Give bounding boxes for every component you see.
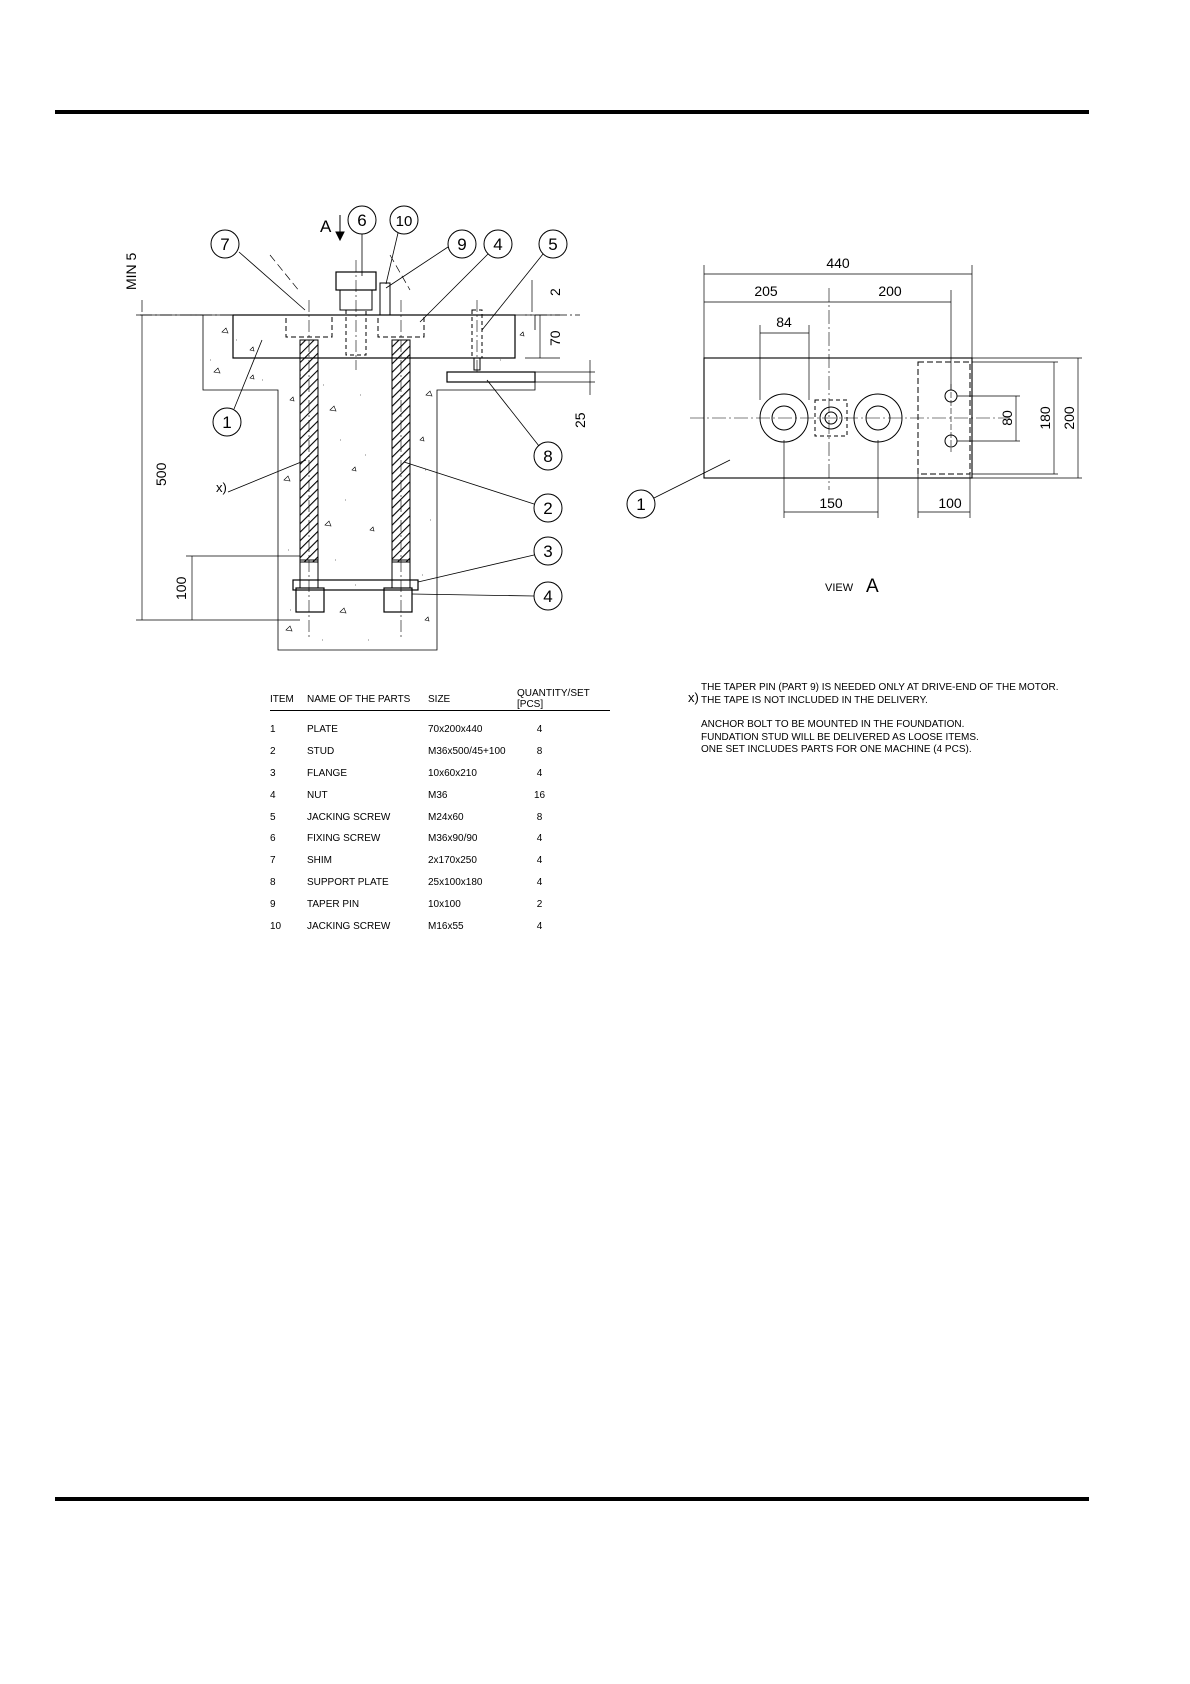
row-name: SUPPORT PLATE — [307, 876, 389, 888]
dim-180: 180 — [1037, 406, 1053, 430]
row-size: M36x90/90 — [428, 833, 478, 845]
section-dimensions — [136, 280, 595, 620]
view-a-dimensions — [704, 265, 1082, 518]
row-size: 10x100 — [428, 898, 461, 910]
svg-text:6: 6 — [357, 211, 367, 230]
svg-text:7: 7 — [220, 235, 230, 254]
row-qty: 4 — [536, 833, 543, 845]
balloons — [211, 206, 567, 610]
svg-text:5: 5 — [548, 235, 558, 254]
row-name: FLANGE — [307, 767, 348, 779]
row-item: 7 — [270, 855, 276, 867]
row-item: 5 — [270, 811, 276, 823]
row-item: 1 — [270, 724, 276, 736]
row-item: 2 — [270, 746, 276, 758]
row-item: 9 — [270, 898, 276, 910]
parts-table — [270, 688, 610, 937]
view-a-dim-labels — [754, 255, 1077, 511]
dim-84: 84 — [776, 314, 792, 330]
balloon-6 — [348, 206, 376, 234]
row-qty: 4 — [536, 876, 543, 888]
row-name: STUD — [307, 746, 335, 758]
view-a — [690, 288, 1010, 490]
parts-table-header — [270, 688, 610, 711]
row-name: SHIM — [307, 855, 332, 867]
section-view — [140, 215, 580, 650]
dim-80: 80 — [999, 410, 1015, 426]
balloon-3 — [534, 537, 562, 565]
dim-200-top: 200 — [878, 283, 902, 299]
tape-marker: x) — [216, 480, 227, 495]
svg-text:9: 9 — [457, 235, 467, 254]
row-size: M36x500/45+100 — [428, 746, 506, 758]
note-line: ANCHOR BOLT TO BE MOUNTED IN THE FOUNDATION. — [701, 719, 965, 730]
header-qty: QUANTITY/SET [PCS] — [517, 688, 590, 710]
dim-205: 205 — [754, 283, 778, 299]
dim-min-5: MIN 5 — [123, 252, 139, 290]
row-qty: 8 — [536, 746, 543, 758]
svg-text:8: 8 — [543, 447, 553, 466]
table-row — [270, 719, 610, 741]
note-line: THE TAPER PIN (PART 9) IS NEEDED ONLY AT DRIVE-END OF THE MOTOR. — [701, 682, 1059, 693]
table-row — [270, 828, 610, 850]
view-a-caption — [825, 576, 879, 597]
bottom-nut-left — [296, 588, 324, 612]
row-item: 3 — [270, 767, 276, 779]
view-a-balloon — [627, 460, 730, 518]
dim-200-right: 200 — [1061, 406, 1077, 430]
row-item: 4 — [270, 789, 276, 801]
support-plate — [447, 372, 535, 382]
dim-25: 25 — [572, 412, 588, 428]
section-dim-labels — [123, 217, 588, 600]
svg-text:3: 3 — [543, 542, 553, 561]
dim-100: 100 — [173, 576, 189, 600]
concrete-texture — [210, 328, 524, 640]
row-size: 25x100x180 — [428, 876, 483, 888]
row-qty: 4 — [536, 724, 543, 736]
dim-70: 70 — [547, 330, 563, 346]
view-arrow-label: A — [320, 217, 332, 236]
row-qty: 16 — [533, 789, 546, 801]
note-line: ONE SET INCLUDES PARTS FOR ONE MACHINE (4 PCS). — [701, 744, 972, 755]
bottom-border-rule — [55, 1497, 1089, 1501]
svg-text:1: 1 — [222, 413, 232, 432]
row-size: M16x55 — [428, 920, 464, 932]
balloon-10 — [390, 206, 418, 234]
header-size: SIZE — [428, 693, 451, 705]
row-name: PLATE — [307, 724, 338, 736]
row-item: 6 — [270, 833, 276, 845]
row-name: JACKING SCREW — [307, 920, 391, 932]
table-row — [270, 915, 610, 937]
view-a-letter: A — [866, 576, 879, 597]
row-name: NUT — [307, 789, 328, 801]
row-qty: 4 — [536, 920, 543, 932]
balloon-8 — [534, 442, 562, 470]
balloon-5 — [539, 230, 567, 258]
row-name: JACKING SCREW — [307, 811, 391, 823]
row-size: 70x200x440 — [428, 724, 483, 736]
notes-block — [668, 682, 1088, 757]
table-row — [270, 763, 610, 785]
base-plate — [233, 315, 515, 358]
row-qty: 8 — [536, 811, 543, 823]
bottom-nut-right — [384, 588, 412, 612]
note-line: FUNDATION STUD WILL BE DELIVERED AS LOOSE ITEMS. — [701, 731, 979, 743]
balloon-7 — [211, 230, 239, 258]
notes-x-marker: x) — [688, 690, 699, 705]
dim-100-right: 100 — [938, 495, 962, 511]
row-size: M36 — [428, 789, 448, 801]
row-size: M24x60 — [428, 811, 464, 823]
dim-2: 2 — [547, 288, 563, 296]
header-name: NAME OF THE PARTS — [307, 693, 411, 705]
table-row — [270, 784, 610, 806]
row-name: FIXING SCREW — [307, 833, 381, 845]
dim-500: 500 — [153, 462, 169, 486]
note-line: THE TAPE IS NOT INCLUDED IN THE DELIVERY. — [701, 694, 928, 706]
row-size: 2x170x250 — [428, 855, 477, 867]
foundation-outline — [203, 315, 535, 650]
svg-text:4: 4 — [493, 235, 503, 254]
table-row — [270, 872, 610, 894]
balloon-2 — [534, 494, 562, 522]
balloon-4-top — [484, 230, 512, 258]
table-row — [270, 850, 610, 872]
balloon-9 — [448, 230, 476, 258]
balloon-1 — [213, 408, 241, 436]
balloon-4-bottom — [534, 582, 562, 610]
view-a-label: VIEW — [825, 582, 854, 594]
table-row — [270, 806, 610, 828]
row-item: 10 — [270, 920, 282, 932]
row-qty: 4 — [536, 767, 543, 779]
row-qty: 4 — [536, 855, 543, 867]
row-item: 8 — [270, 876, 276, 888]
row-name: TAPER PIN — [307, 898, 360, 910]
jacking-screw-10 — [380, 283, 390, 315]
svg-text:1: 1 — [636, 495, 646, 514]
dim-150: 150 — [819, 495, 843, 511]
table-row — [270, 893, 610, 915]
row-size: 10x60x210 — [428, 767, 477, 779]
svg-text:4: 4 — [543, 587, 553, 606]
dim-440: 440 — [826, 255, 850, 271]
row-qty: 2 — [536, 898, 543, 910]
svg-text:10: 10 — [395, 213, 413, 230]
header-item: ITEM — [270, 693, 294, 705]
table-row — [270, 741, 610, 763]
svg-text:2: 2 — [543, 499, 553, 518]
